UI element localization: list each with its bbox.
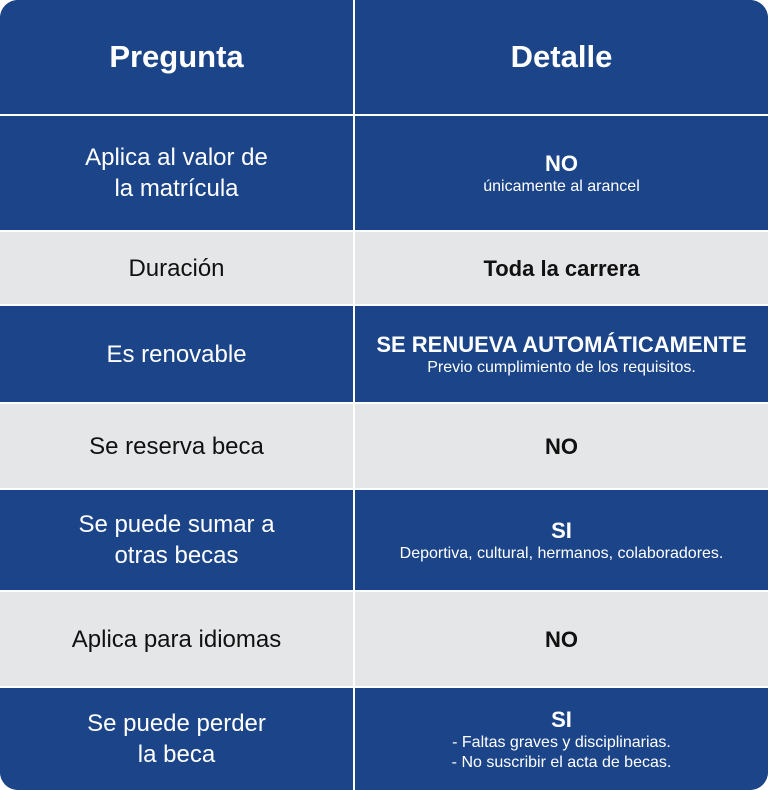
detail-cell (355, 232, 768, 304)
question-text: Duración (128, 254, 225, 282)
table-header (0, 0, 768, 114)
question-cell (0, 232, 353, 304)
question-cell (0, 490, 353, 590)
question-text: la matrícula (114, 175, 239, 202)
header-pregunta: Pregunta (0, 0, 353, 114)
question-cell (0, 116, 353, 230)
detail-cell (355, 404, 768, 488)
table-row (0, 232, 768, 304)
question-text: Se puede perder (87, 710, 266, 737)
detail-sub: únicamente al arancel (483, 177, 640, 195)
question-text: Es renovable (106, 340, 247, 368)
table-row (0, 116, 768, 230)
detail-cell (355, 116, 768, 230)
detail-main: SI (551, 706, 572, 732)
detail-main: SI (551, 517, 572, 543)
detail-sub: - No suscribir el acta de becas. (451, 753, 672, 771)
detail-cell (355, 592, 768, 686)
question-text: Aplica para idiomas (71, 625, 282, 653)
question-cell (0, 306, 353, 402)
table-row (0, 688, 768, 790)
header-detalle: Detalle (355, 0, 768, 114)
table-row (0, 592, 768, 686)
table-row (0, 490, 768, 590)
detail-cell (355, 306, 768, 402)
column-divider (353, 0, 355, 790)
detail-sub: - Faltas graves y disciplinarias. (452, 733, 671, 751)
question-text: la beca (137, 741, 216, 768)
question-text: otras becas (114, 542, 239, 569)
table-row (0, 306, 768, 402)
detail-main: NO (545, 626, 578, 652)
detail-sub: Previo cumplimiento de los requisitos. (427, 358, 696, 376)
question-text: Aplica al valor de (85, 144, 268, 171)
detail-sub: Deportiva, cultural, hermanos, colaboradores. (399, 544, 724, 562)
detail-main: SE RENUEVA AUTOMÁTICAMENTE (376, 331, 747, 357)
question-cell (0, 688, 353, 790)
table-row (0, 404, 768, 488)
detail-cell (355, 490, 768, 590)
question-cell (0, 404, 353, 488)
question-cell (0, 592, 353, 686)
detail-main: Toda la carrera (483, 255, 640, 281)
detail-main: NO (545, 433, 578, 459)
question-text: Se puede sumar a (78, 511, 275, 538)
question-text: Se reserva beca (89, 432, 264, 460)
detail-cell (355, 688, 768, 790)
detail-main: NO (545, 150, 578, 176)
